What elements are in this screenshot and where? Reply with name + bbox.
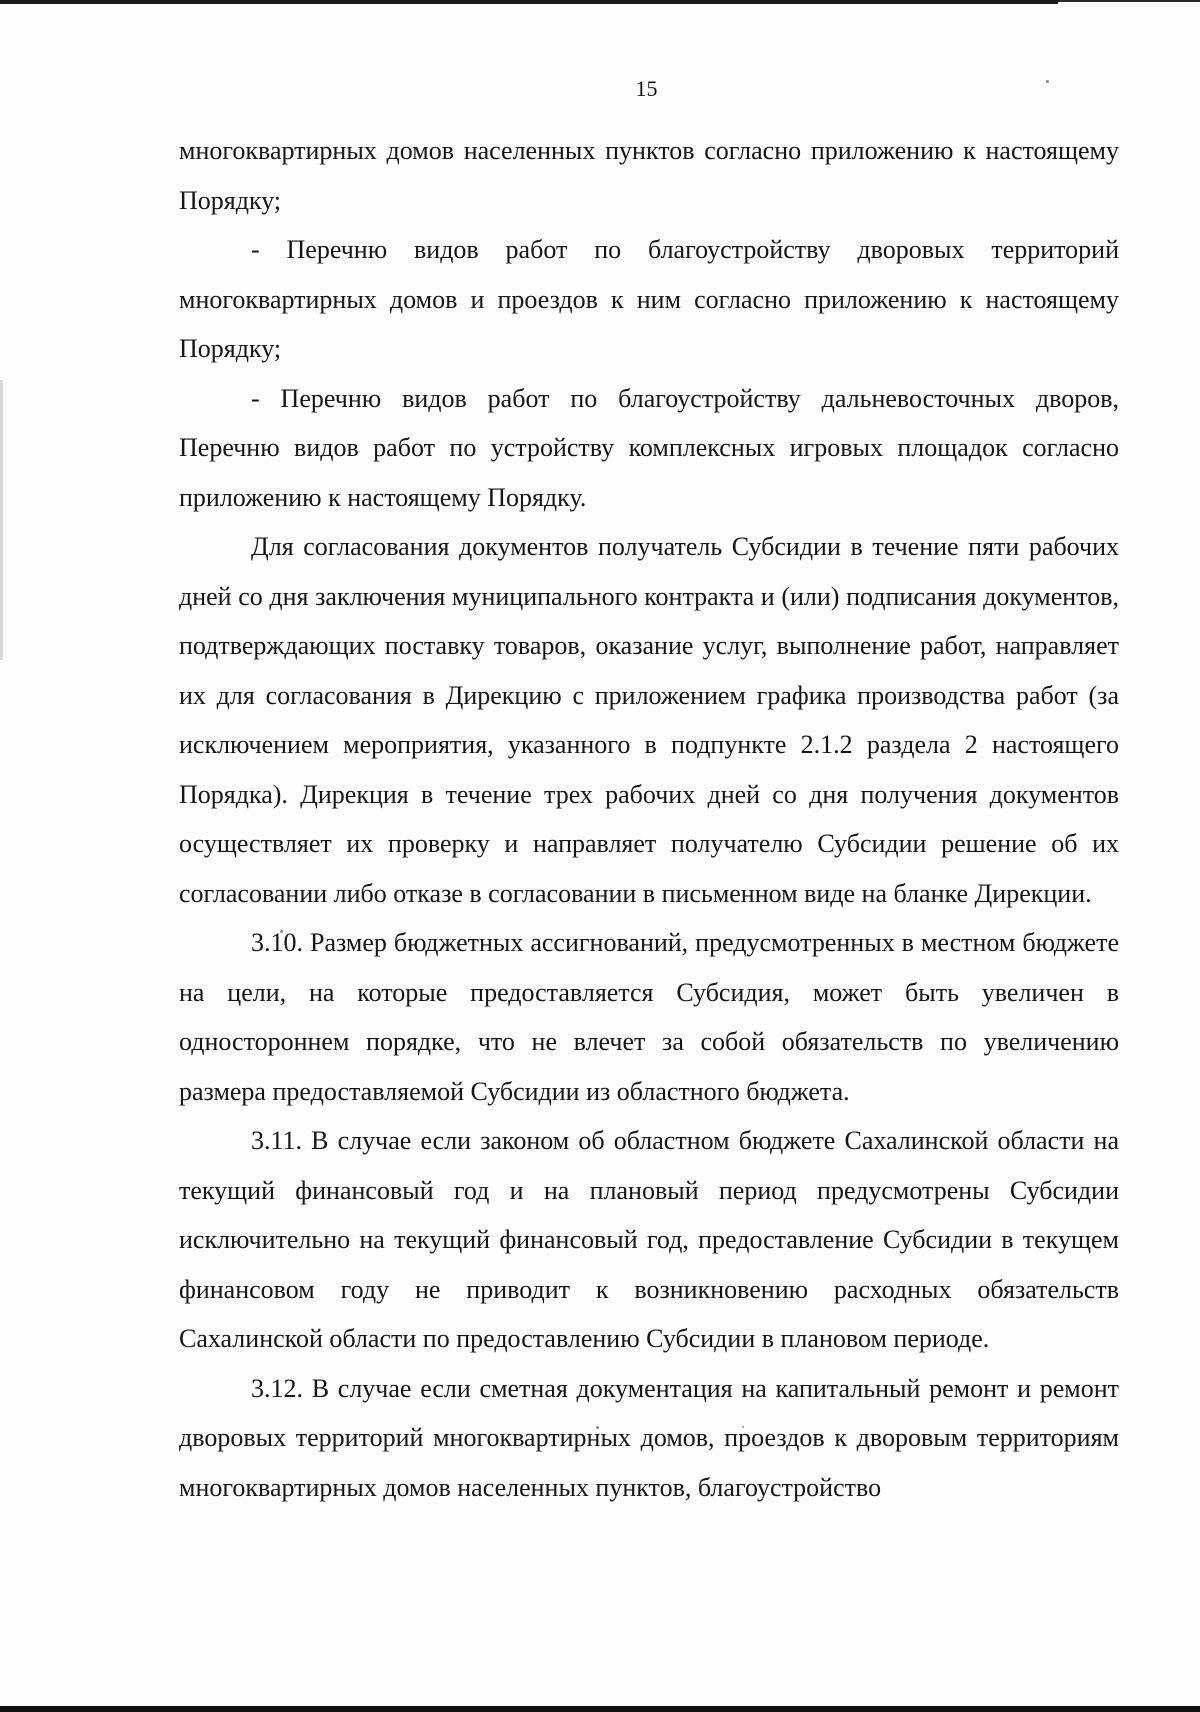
paragraph: - Перечню видов работ по благоустройству дворовых территорий многоквартирных домов и проездов к ним согласно приложению к настоящему Порядку;: [179, 235, 1119, 363]
scan-top-edge-right: [1058, 0, 1200, 2]
paragraph: Для согласования документов получатель Субсидии в течение пяти рабочих дней со дня заключения муниципального контракта и (или) подписания документов, подтверждающих поставку товаров, оказание услуг, выполнение работ, направляет их для согласования в Дирекцию с приложением графика производства работ (за исключением мероприятия, указанного в подпункте 2.1.2 раздела 2 настоящего Порядка). Дирекция в течение трех рабочих дней со дня получения документов осуществляет их проверку и направляет получателю Субсидии решение об их согласовании либо отказе в согласовании в письменном виде на бланке Дирекции.: [179, 532, 1119, 908]
paragraph: 3.11. В случае если законом об областном бюджете Сахалинской области на текущий финансовый год и на плановый период предусмотрены Субсидии исключительно на текущий финансовый год, предоставление Субсидии в текущем финансовом году не приводит к возникновению расходных обязательств Сахалинской области по предоставлению Субсидии в плановом периоде.: [179, 1126, 1119, 1353]
document-body: [179, 126, 1119, 1512]
paragraph: многоквартирных домов населенных пунктов согласно приложению к настоящему Порядку;: [179, 136, 1119, 215]
paragraph: 3.12. В случае если сметная документация на капитальный ремонт и ремонт дворовых территорий многоквартирных домов, проездов к дворовым территориям многоквартирных домов населенных пунктов, благоустройство: [179, 1373, 1119, 1502]
paragraph: - Перечню видов работ по благоустройству дальневосточных дворов, Перечню видов работ по устройству комплексных игровых площадок согласно приложению к настоящему Порядку.: [179, 383, 1119, 512]
scan-bottom-edge: [0, 1706, 1200, 1712]
scan-left-shadow: [0, 380, 3, 660]
scan-top-edge: [0, 0, 1058, 4]
page-number: 15: [635, 76, 658, 101]
paragraph: 3.10. Размер бюджетных ассигнований, предусмотренных в местном бюджете на цели, на которые предоставляется Субсидия, может быть увеличен в одностороннем порядке, что не влечет за собой обязательств по увеличению размера предоставляемой Субсидии из областного бюджета.: [179, 928, 1119, 1106]
